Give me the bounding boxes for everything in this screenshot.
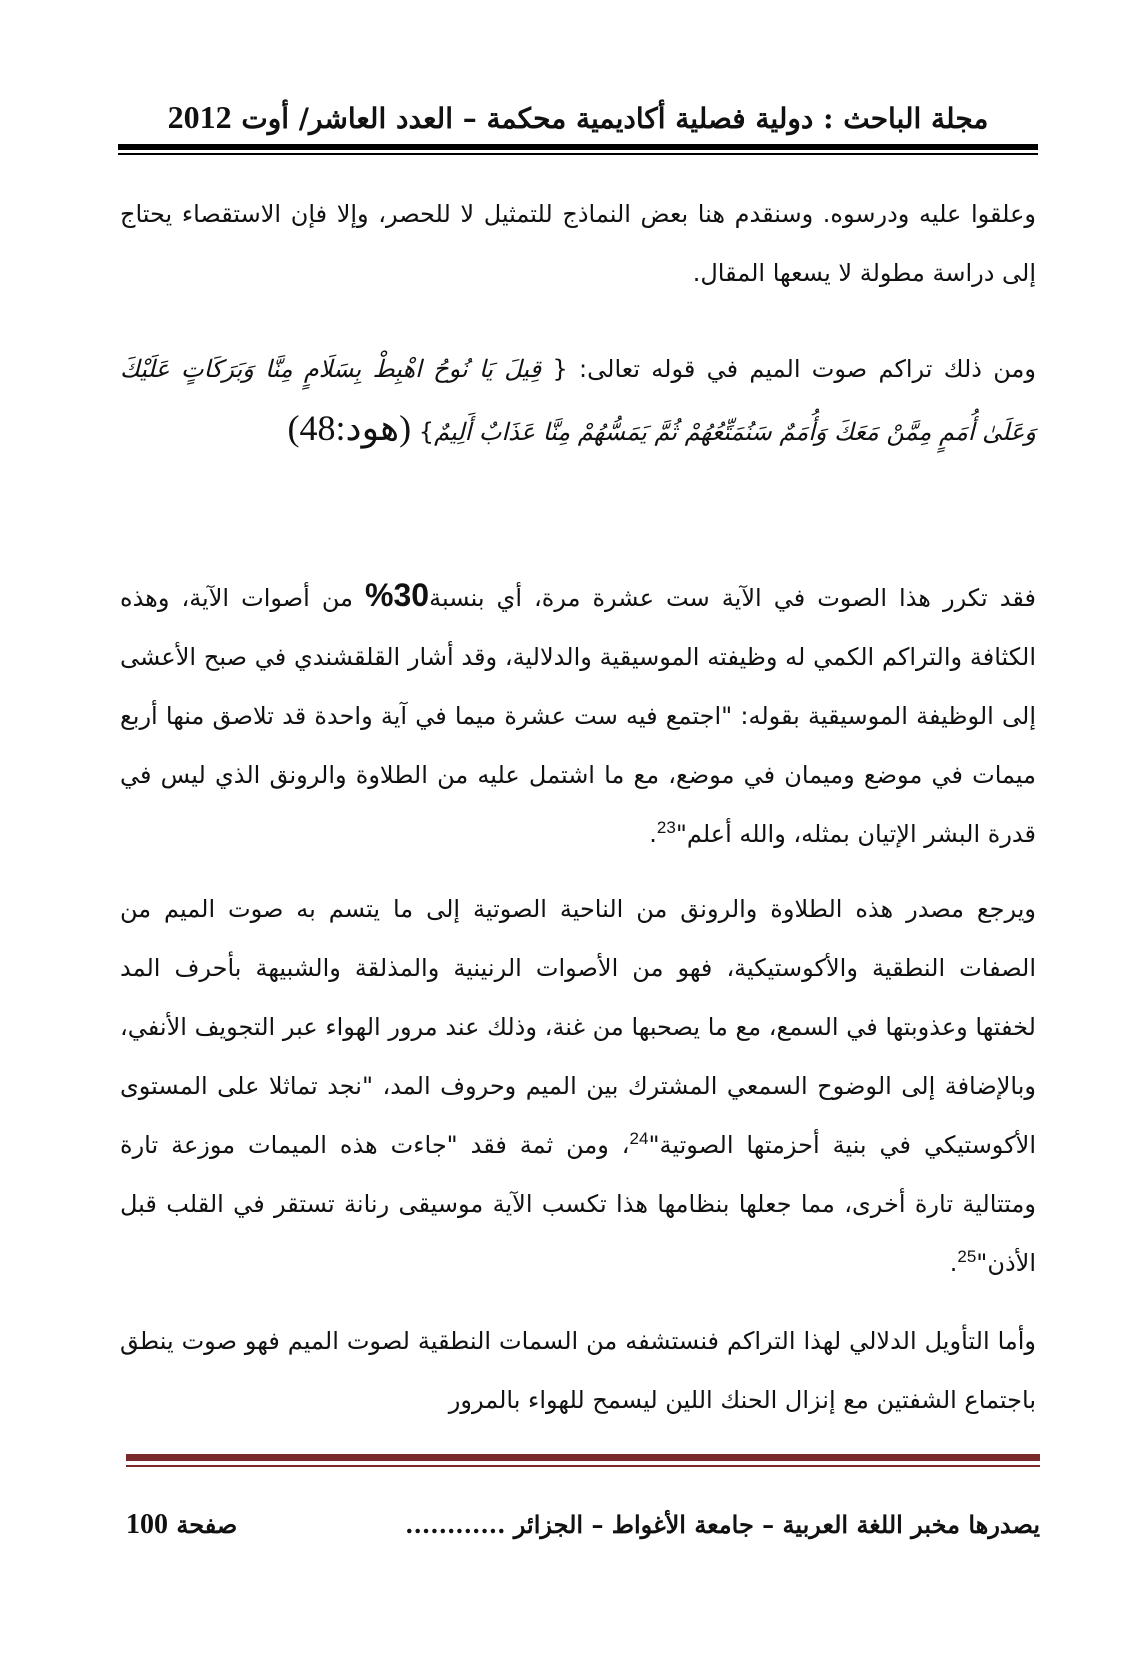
quran-verse: قِيلَ يَا نُوحُ اهْبِطْ بِسَلَامٍ مِنَّا وَبَرَكَاتٍ عَلَيْكَ وَعَلَىٰ أُمَمٍ مِمَّنْ مَعَكَ وَأُمَمٌ سَنُمَتِّعُهُمْ ثُمَّ يَمَسُّهُمْ مِنَّا عَذَابٌ أَلِيمٌ bbox=[120, 355, 1036, 446]
header-rule-thick bbox=[118, 144, 1038, 150]
paragraph-3-text-b: من أصوات الآية، وهذه الكثافة والتراكم الكمي له وظيفته الموسيقية والدلالية، وقد أشار القلقشندي في صبح الأعشى إلى الوظيفة الموسيقية بقوله: "اجتمع فيه ست عشرة ميما في آية واحدة قد تلاصق منها أربع ميمات في موضع وميمان في موضع، مع ما اشتمل عليه من الطلاوة والرونق الذي ليس في قدرة البشر الإتيان بمثله، والله أعلم" bbox=[120, 584, 1036, 848]
verse-reference: (هود:48) bbox=[287, 408, 412, 448]
page-footer bbox=[126, 1505, 1040, 1545]
paragraph-4-text-a: ويرجع مصدر هذه الطلاوة والرونق من الناحية الصوتية إلى ما يتسم به صوت الميم من الصفات النطقية والأكوستيكية، فهو من الأصوات الرنينية والمذلقة والشبيهة بأحرف المد لخفتها وعذوبتها في السمع، مع ما يصحبها من غنة، وذلك عند مرور الهواء عبر التجويف الأنفي، وبالإضافة إلى الوضوح السمعي المشترك بين الميم وحروف المد، "نجد تماثلا على المستوى الأكوستيكي في بنية أحزمتها الصوتية" bbox=[120, 895, 1036, 1159]
journal-year: 2012 bbox=[167, 99, 232, 135]
page-label: صفحة bbox=[176, 1510, 238, 1539]
footer-rule-thin bbox=[126, 1465, 1040, 1467]
paragraph-5-text: وأما التأويل الدلالي لهذا التراكم فنستشفه من السمات النطقية لصوت الميم فهو صوت ينطق باجتماع الشفتين مع إنزال الحنك اللين ليسمح للهواء بالمرور bbox=[120, 1327, 1036, 1414]
footer-publisher: يصدرها مخبر اللغة العربية – جامعة الأغواط – الجزائر ............ bbox=[405, 1510, 1040, 1539]
footer-page-indicator bbox=[126, 1505, 237, 1545]
paragraph-2-quran bbox=[120, 340, 1036, 462]
page-number: 100 bbox=[126, 1509, 168, 1540]
verse-intro: ومن ذلك تراكم صوت الميم في قوله تعالى: { bbox=[552, 355, 1036, 383]
journal-title: مجلة الباحث : دولية فصلية أكاديمية محكمة – العدد العاشر/ أوت bbox=[241, 102, 989, 135]
verse-close-brace: } bbox=[418, 418, 435, 446]
journal-header bbox=[118, 92, 1038, 142]
paragraph-3-end: . bbox=[649, 820, 657, 848]
paragraph-4 bbox=[120, 880, 1036, 1293]
header-rule-thin bbox=[118, 153, 1038, 155]
paragraph-5 bbox=[120, 1312, 1036, 1430]
footnote-ref-25: 25 bbox=[957, 1247, 977, 1266]
footnote-ref-24: 24 bbox=[629, 1129, 649, 1148]
paragraph-3-text-a: فقد تكرر هذا الصوت في الآية ست عشرة مرة، أي بنسبة bbox=[429, 584, 1036, 612]
footer-rule-thick bbox=[126, 1454, 1040, 1461]
paragraph-4-end: . bbox=[949, 1249, 958, 1277]
footnote-ref-23: 23 bbox=[656, 818, 676, 837]
paragraph-3 bbox=[120, 566, 1036, 864]
percentage-value: 30% bbox=[365, 577, 430, 613]
paragraph-1 bbox=[120, 185, 1036, 303]
paragraph-4-text-b: ، ومن ثمة فقد "جاءت هذه الميمات موزعة تارة ومتتالية تارة أخرى، مما جعلها بنظامها هذا تكسب الآية موسيقى رنانة تستقر في القلب قبل الأذن" bbox=[120, 1131, 1036, 1277]
paragraph-1-text: وعلقوا عليه ودرسوه. وسنقدم هنا بعض النماذج للتمثيل لا للحصر، وإلا فإن الاستقصاء يحتاج إلى دراسة مطولة لا يسعها المقال. bbox=[120, 200, 1036, 287]
